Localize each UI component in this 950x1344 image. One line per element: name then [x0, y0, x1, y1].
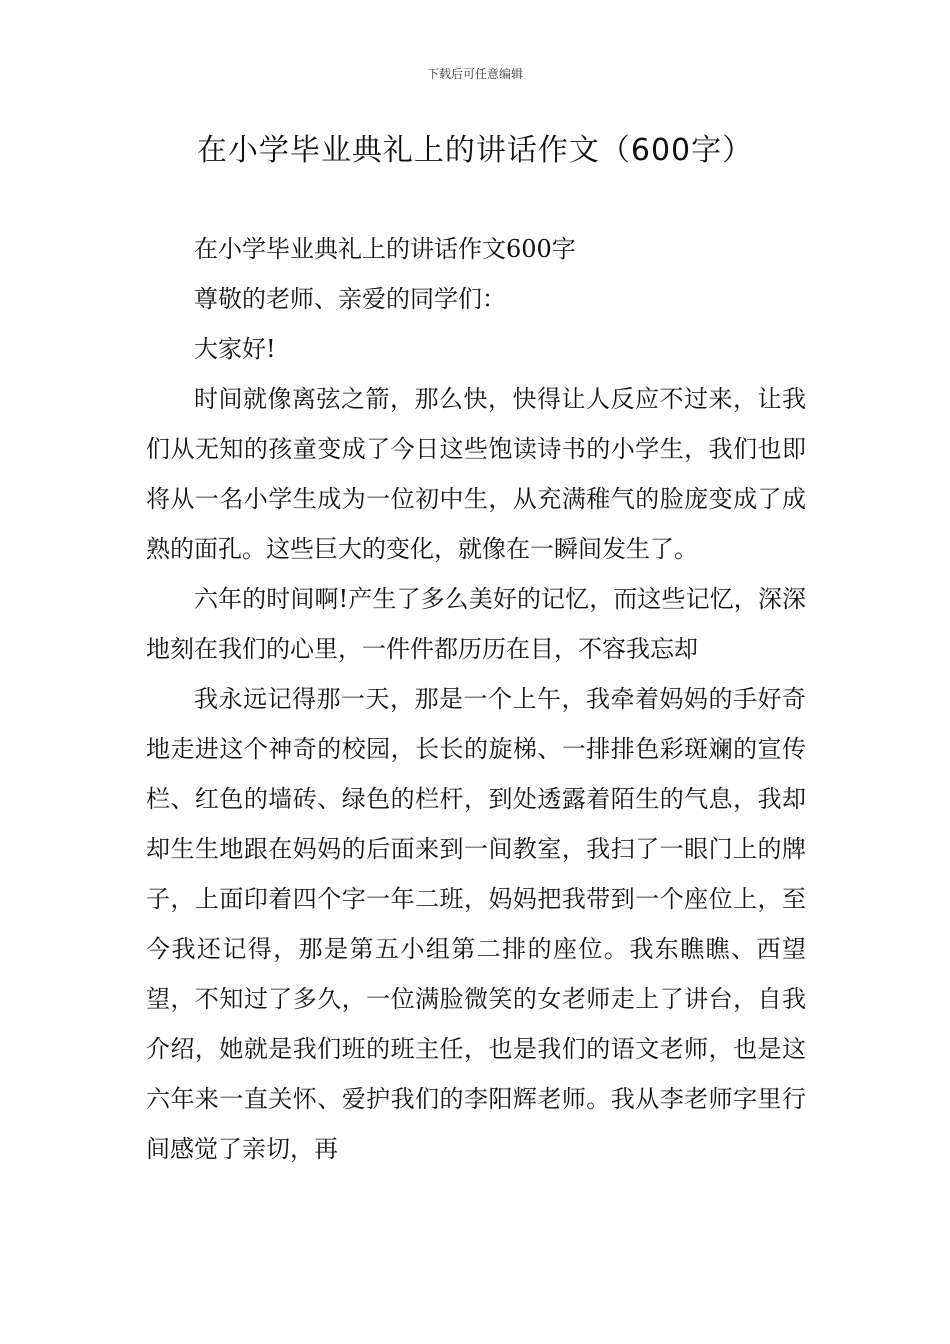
- paragraph-salutation: 尊敬的老师、亲爱的同学们：: [194, 285, 506, 313]
- header-note: 下载后可任意编辑: [426, 67, 523, 81]
- paragraph-subtitle: 在小学毕业典礼上的讲话作文600字: [194, 235, 576, 263]
- document-title: 在小学毕业典礼上的讲话作文（600字）: [196, 133, 754, 168]
- paragraph-greeting: 大家好!: [194, 335, 276, 363]
- paragraph-body: 时间就像离弦之箭，那么快，快得让人反应不过来，让我们从无知的孩童变成了今日这些饱读诗书的小学生，我们也即将从一名小学生成为一位初中生，从充满稚气的脸庞变成了成熟的面孔。这些巨大的变化，就像在一瞬间发生了。: [146, 385, 806, 563]
- paragraph-body: 六年的时间啊!产生了多么美好的记忆，而这些记忆，深深地刻在我们的心里，一件件都历历在目，不容我忘却: [146, 585, 806, 663]
- paragraph-body: 我永远记得那一天，那是一个上午，我牵着妈妈的手好奇地走进这个神奇的校园，长长的旋梯、一排排色彩斑斓的宣传栏、红色的墙砖、绿色的栏杆，到处透露着陌生的气息，我却却生生地跟在妈妈的后面来到一间教室，我扫了一眼门上的牌子，上面印着四个字一年二班，妈妈把我带到一个座位上，至今我还记得，那是第五小组第二排的座位。我东瞧瞧、西望望，不知过了多久，一位满脸微笑的女老师走上了讲台，自我介绍，她就是我们班的班主任，也是我们的语文老师，也是这六年来一直关怀、爱护我们的李阳辉老师。我从李老师字里行间感觉了亲切，再: [146, 685, 806, 1163]
- document-body: [146, 224, 806, 1174]
